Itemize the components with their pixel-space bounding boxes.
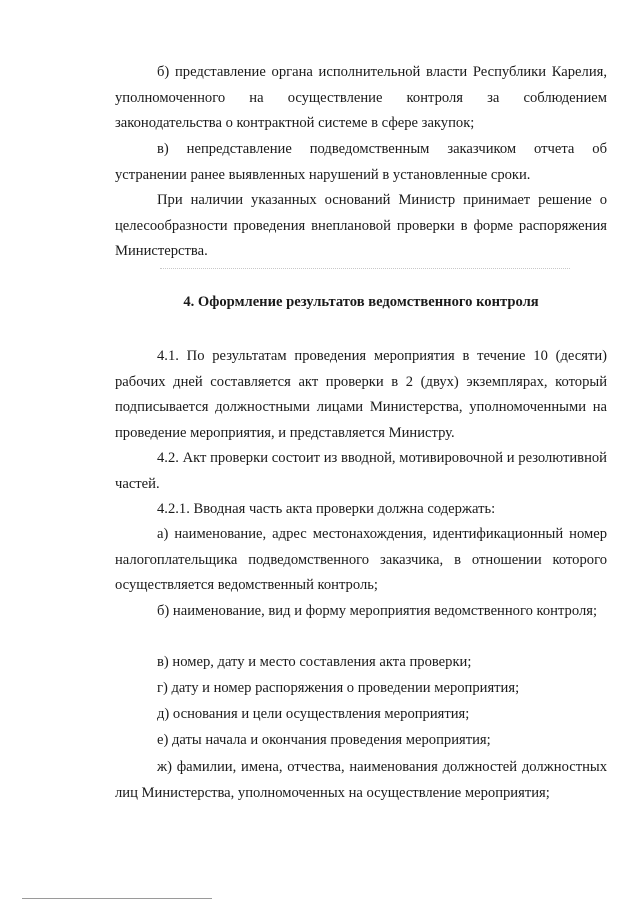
section-heading: 4. Оформление результатов ведомственного контроля — [183, 294, 539, 310]
paragraph-b-representation: б) представление органа исполнительной власти Республики Карелия, уполномоченного на осуществление контроля за соблюдением законодательства о контрактной системе в сфере закупок; — [115, 64, 607, 131]
list-item-v: в) номер, дату и место составления акта проверки; — [157, 654, 472, 670]
list-item-g: г) дату и номер распоряжения о проведении мероприятия; — [157, 680, 520, 696]
list-item-e: е) даты начала и окончания проведения мероприятия; — [157, 732, 491, 748]
list-item-zh: ж) фамилии, имена, отчества, наименования должностей должностных лиц Министерства, уполномоченных на осуществление мероприятия; — [115, 759, 607, 801]
paragraph-4-2: 4.2. Акт проверки состоит из вводной, мотивировочной и резолютивной частей. — [115, 450, 607, 492]
footnote-separator — [22, 898, 212, 899]
list-item-a: а) наименование, адрес местонахождения, идентификационный номер налогоплательщика подведомственного заказчика, в отношении которого осуществляется ведомственный контроль; — [115, 526, 607, 593]
list-item-b: б) наименование, вид и форму мероприятия ведомственного контроля; — [157, 603, 597, 619]
list-item-d: д) основания и цели осуществления мероприятия; — [157, 706, 470, 722]
paragraph-4-2-1: 4.2.1. Вводная часть акта проверки должна содержать: — [157, 501, 496, 517]
paragraph-minister-decision: При наличии указанных оснований Министр принимает решение о целесообразности проведения внеплановой проверки в форме распоряжения Министерства. — [115, 192, 607, 259]
scan-noise-dots — [160, 268, 570, 270]
paragraph-v-nonsubmission: в) непредставление подведомственным заказчиком отчета об устранении ранее выявленных нарушений в установленные сроки. — [115, 141, 607, 183]
paragraph-4-1: 4.1. По результатам проведения мероприятия в течение 10 (десяти) рабочих дней составляется акт проверки в 2 (двух) экземплярах, который подписывается должностными лицами Министерства, уполномоченными на проведение мероприятия, и представляется Министру. — [115, 348, 607, 441]
